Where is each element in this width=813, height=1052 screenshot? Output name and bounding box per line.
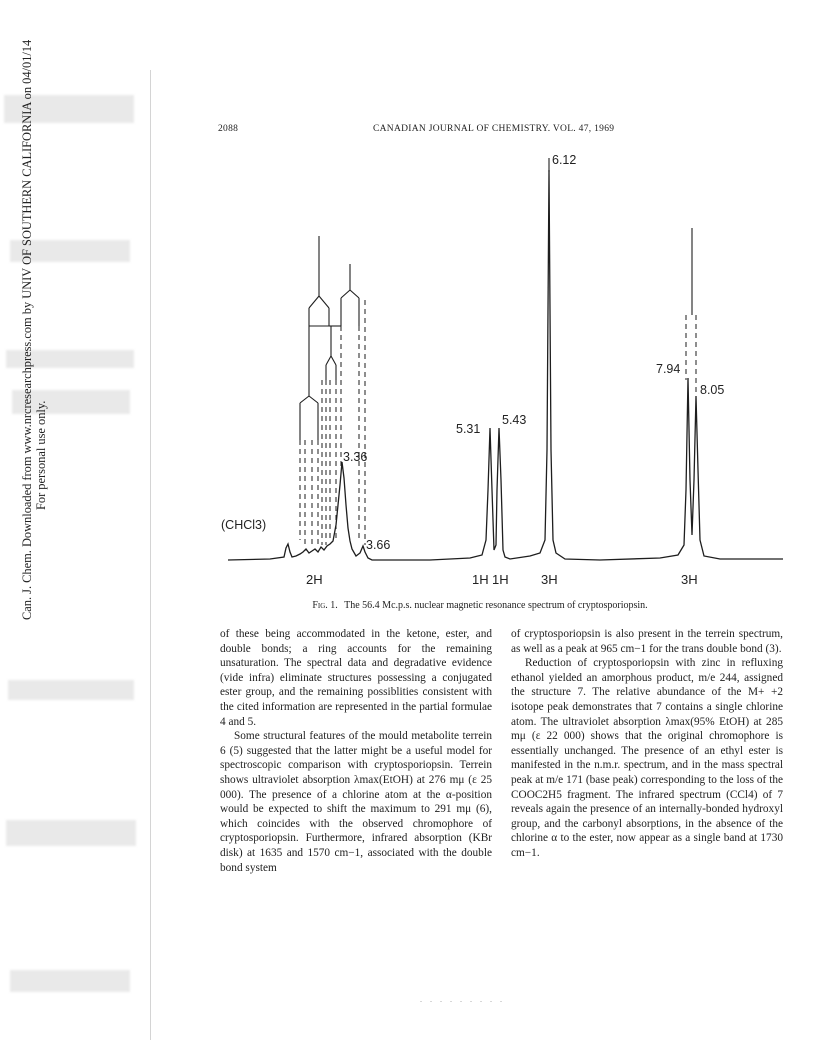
integration-3h-b: 3H <box>681 572 698 587</box>
spectrum-trace <box>228 170 783 560</box>
figure-number: Fig. 1. <box>312 600 338 611</box>
right-paragraph-2: Reduction of cryptosporiopsin with zinc in refluxing ethanol yielded an amorphous product, m/e 244, assigned the structure 7. The relative abundance of the M+ +2 isotope peak demonstrates that 7 contains a single chlorine atom. The ultraviolet absorption λmax(95% EtOH) at 285 mμ (ε 22 000) shows that the original chromophore is essentially unchanged. The presence of an ethyl ester is manifested in the n.m.r. spectrum, and in the mass spectral peak at m/e 171 (base peak) corresponding to the loss of the COOC2H5 fragment. The infrared spectrum (CCl4) of 7 reveals again the presence of an internally-bonded hydroxyl group, and the carbonyl absorptions, in the absence of the chlorine α to the ester, now appear as a single band at 1730 cm−1. <box>511 657 783 859</box>
integration-1h-b: 1H <box>492 572 509 587</box>
download-notice-line2: For personal use only. <box>34 400 48 510</box>
figure-caption <box>230 600 730 611</box>
integration-1h-a: 1H <box>472 572 489 587</box>
page-number: 2088 <box>218 124 239 134</box>
splitting-tree <box>300 158 692 440</box>
left-column <box>220 627 492 875</box>
solvent-label: (CHCl3) <box>221 518 267 532</box>
left-paragraph-1: of these being accommodated in the ketone, ester, and double bonds; a ring accounts for the remaining unsaturation. The spectral data and degradative evidence (vide infra) eliminate structures possessing a conjugated ester group, and the remaining possiblities consistent with the cited information are represented in the partial formulae 4 and 5. <box>220 628 492 728</box>
peak-label-5-43: 5.43 <box>502 413 527 427</box>
peak-label-5-31: 5.31 <box>456 422 481 436</box>
download-notice-line1: Can. J. Chem. Downloaded from www.nrcresearchpress.com by UNIV OF SOUTHERN CALIFORNIA on 04/01/14 <box>20 39 34 620</box>
scan-noise: . . . . . . . . . <box>420 995 505 1004</box>
peak-label-8-05: 8.05 <box>700 383 725 397</box>
dashed-guides <box>300 300 696 545</box>
peak-label-3-66: 3.66 <box>366 538 391 552</box>
figure-caption-text: The 56.4 Mc.p.s. nuclear magnetic resonance spectrum of cryptosporiopsin. <box>344 600 648 611</box>
left-paragraph-2: Some structural features of the mould metabolite terrein 6 (5) suggested that the latter might be a useful model for spectroscopic comparison with cryptosporiopsin. Terrein shows ultraviolet absorption λmax(EtOH) at 276 mμ (ε 25 000). The presence of a chlorine atom at the α-position would be expected to shift the maximum to 291 mμ (6), which coincides with the observed chromophore of cryptosporiopsin. Furthermore, infrared absorption (KBr disk) at 1635 and 1570 cm−1, associated with the double bond system <box>220 730 492 874</box>
integration-2h: 2H <box>306 572 323 587</box>
peak-label-3-36: 3.36 <box>343 450 368 464</box>
right-column <box>511 627 783 861</box>
running-header: CANADIAN JOURNAL OF CHEMISTRY. VOL. 47, 1969 <box>373 124 615 134</box>
peak-label-6-12: 6.12 <box>552 153 577 167</box>
peak-label-7-94: 7.94 <box>656 362 681 376</box>
right-paragraph-1: of cryptosporiopsin is also present in the terrein spectrum, as well as a peak at 965 cm−1 for the trans double bond (3). <box>511 628 783 655</box>
integration-3h-a: 3H <box>541 572 558 587</box>
